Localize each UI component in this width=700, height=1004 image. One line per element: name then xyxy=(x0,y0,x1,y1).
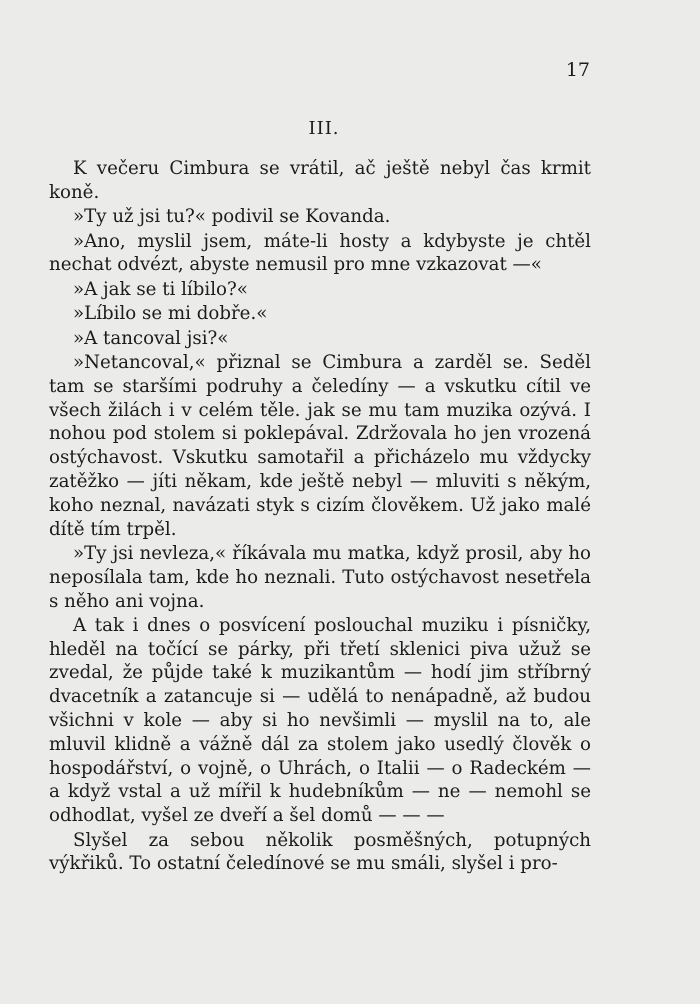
page-number: 17 xyxy=(565,59,590,81)
paragraph: »A jak se ti líbilo?« xyxy=(73,278,248,300)
chapter-heading: III. xyxy=(308,118,340,139)
paragraph: »Ty jsi nevleza,« říkávala mu matka, když prosil, aby ho neposílala tam, kde ho neznali. Tuto ostýchavost nesetřela s něho ani vojna. xyxy=(49,542,591,612)
paragraph: K večeru Cimbura se vrátil, ač ještě nebyl čas krmit koně. xyxy=(49,158,591,203)
paragraph: »A tancoval jsi?« xyxy=(73,327,229,349)
paragraph: »Ty už jsi tu?« podivil se Kovanda. xyxy=(73,206,391,228)
paragraph: Slyšel za sebou několik posměšných, potupných výkřiků. To ostatní čeledínové se mu smáli, slyšel i pro- xyxy=(49,829,591,875)
paragraph: »Ano, myslil jsem, máte-li hosty a kdybyste je chtěl nechat odvézt, abyste nemusil pro mne vzkazovat —« xyxy=(49,230,591,276)
body-text xyxy=(49,157,591,877)
paragraph: A tak i dnes o posvícení poslouchal muziku i písničky, hleděl na točící se párky, při třetí sklenici piva užuž se zvedal, že půjde také k muzikantům — hodí jim stříbrný dvacetník a zatancuje si — udělá to nenápadně, až budou všichni v kole — aby si ho nevšimli — myslil na to, ale mluvil klidně a vážně dál za stolem jako usedlý člověk o hospodářství, o vojně, o Uhrách, o Italii — o Radeckém — a když vstal a už mířil k hudebníkům — ne — nemohl se odhodlat, vyšel ze dveří a šel domů — — — xyxy=(49,614,591,827)
paragraph: »Líbilo se mi dobře.« xyxy=(73,303,268,325)
paragraph: »Netancoval,« přiznal se Cimbura a zarděl se. Seděl tam se staršími podruhy a čeledíny — a vskutku cítil ve všech žilách i v celém těle. jak se mu tam muzika ozývá. I nohou pod stolem si poklepával. Zdržovala ho jen vrozená ostýchavost. Vskutku samotařil a přicházelo mu vždycky zatěžko — jíti někam, kde ještě nebyl — mluviti s někým, koho neznal, navázati styk s cizím člověkem. Už jako malé dítě tím trpěl. xyxy=(49,351,591,540)
